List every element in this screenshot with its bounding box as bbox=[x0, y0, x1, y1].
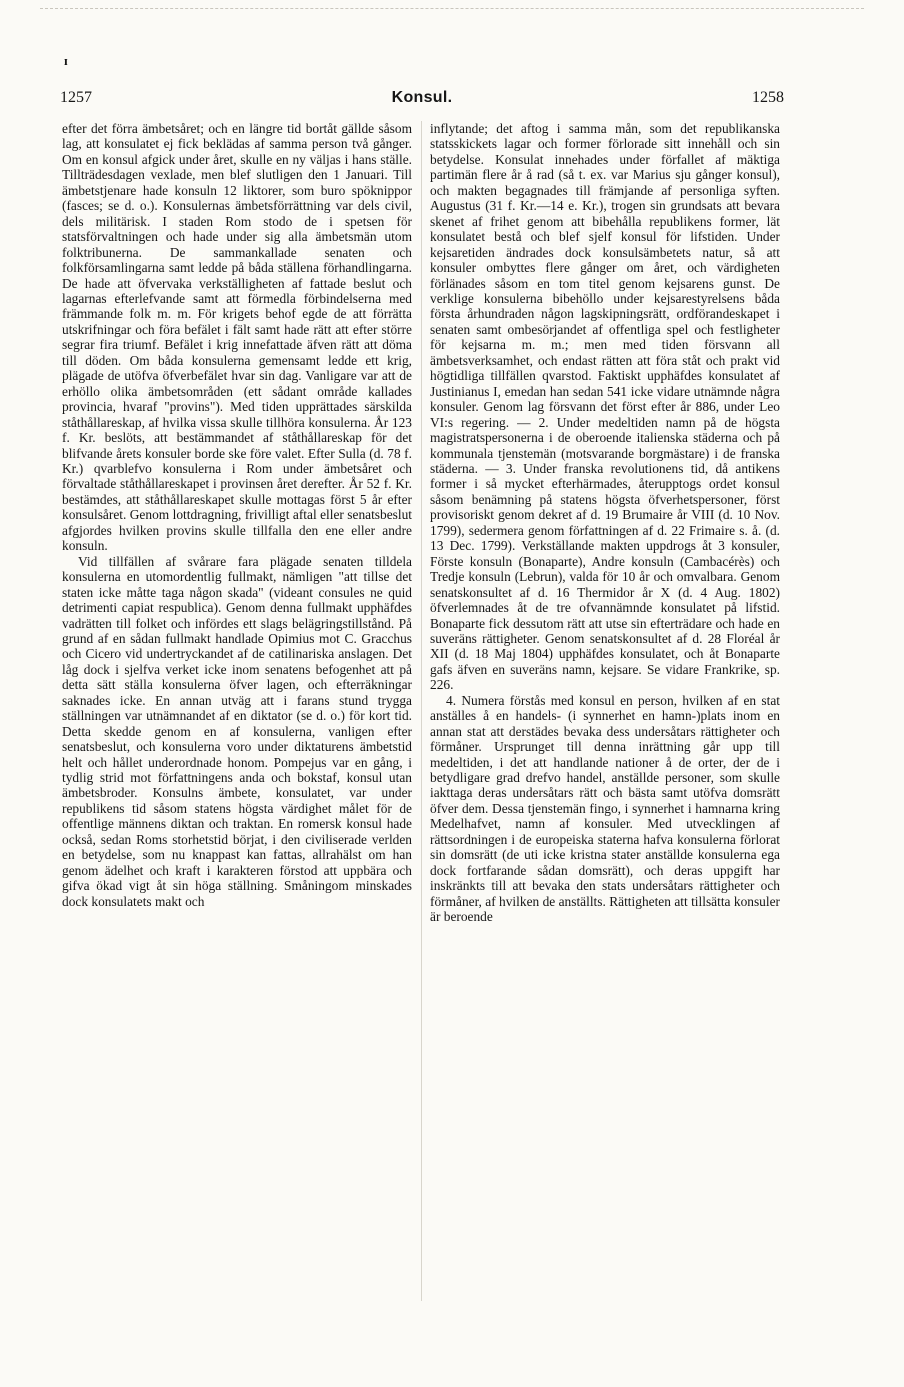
running-head-title: Konsul. bbox=[391, 89, 453, 106]
page-number-left: 1257 bbox=[60, 89, 92, 106]
left-text-column bbox=[62, 121, 412, 909]
right-text-column bbox=[430, 121, 780, 925]
right-paragraph-1: inflytande; det aftog i samma mån, som det republikanska statsskickets lagar och former förlorade sitt innehåll och sin betydelse. Konsulat innehades under förfallet af mäktiga partimän flere år å rad (så t. ex. var Marius sju gånger konsul), och makten begagnades till främjande af personliga syften. Augustus (31 f. Kr.—14 e. Kr.), trogen sin grundsats att bevara skenet af frihet genom att bibehålla republikens former, lät konsulatet bestå och blef sjelf konsul för lifstiden. Under kejsaretiden ändrades dock konsulsämbetets natur, så att konsuler ombyttes flere gånger om året, och värdigheten förlänades såsom en tom titel genom kejsarens gunst. De verklige konsulerna bibehöllo under kejsarestyrelsens båda första århundraden någon lagskipningsrätt, ordförandeskapet i senaten samt ombesörjandet af offentliga spel och festligheter för kejsarna m. m.; men med tiden försvann all ämbetsverksamhet, och endast rätten att föra ståt och prakt vid högtidliga tillfällen qvarstod. Faktiskt upphäfdes konsulatet af Justinianus I, emedan han sedan 541 icke vidare utnämnde några konsuler. Genom lag försvann det först efter år 886, under Leo VI:s regering. — 2. Under medeltiden namn på de högsta magistratspersonerna i de oberoende italienska städerna och på kommunala tjenstemän (motsvarande borgmästare) i de franska städerna. — 3. Under franska revolutionens tid, då antikens former i så mycket efterhärmades, återupptogs ordet konsul såsom benämning på statens högsta öfverhetspersoner, först provisoriskt genom dekret af d. 19 Brumaire år VIII (d. 10 Nov. 1799), sedermera genom författningen af d. 22 Frimaire s. å. (d. 13 Dec. 1799). Verkställande makten uppdrogs åt 3 konsuler, Förste konsuln (Bonaparte), Andre konsuln (Cambacérès) och Tredje konsuln (Lebrun), valda för 10 år och omvalbara. Genom senatskonsultet af d. 16 Thermidor år X (d. 4 Aug. 1802) öfverlemnades åt de tre ofvannämnde konsulatet på lifstid. Bonaparte fick dessutom rätt att utse sin efterträdare och hade en suveräns rättigheter. Genom senatskonsultet af d. 28 Floréal år XII (d. 18 Maj 1804) upphäfdes konsulatet, och åt Bonaparte gafs äfven en suveräns namn, kejsare. Se vidare Frankrike, sp. 226. bbox=[430, 121, 780, 693]
page-header bbox=[60, 88, 784, 110]
right-paragraph-2: 4. Numera förstås med konsul en person, hvilken af en stat anställes å en handels- (i synnerhet en hamn-)plats inom en annan stat att derstädes bevaka dess undersåtars rättigheter och förmåner. Ursprunget till denna inrättning går upp till medeltiden, i det att handlande nationer å de orter, der de i betydligare grad drefvo handel, anställde personer, som skulle iakttaga deras undersåtars rätt och bästa samt utöfva domsrätt öfver dem. Dessa tjenstemän fingo, i synnerhet i hamnarna kring Medelhafvet, namn af konsuler. Med utvecklingen af rättsordningen i de europeiska staterna hafva konsulerna förlorat sin domsrätt (de uti icke kristna stater anställde konsulerna ega dock fortfarande sådan domsrätt), och deras uppgift har inskränkts till att bevaka den stats undersåtars rättigheter och förmåner, af hvilken de anställts. Rättigheten att tillsätta konsuler är beroende bbox=[430, 692, 780, 925]
page-number-right: 1258 bbox=[752, 89, 784, 106]
stray-print-mark: ɪ bbox=[64, 53, 68, 68]
left-paragraph-1: efter det förra ämbetsåret; och en längre tid bortåt gällde såsom lag, att konsulatet ej fick beklädas af samma person två gånger. Om en konsul afgick under året, skulle en ny väljas i hans ställe. Tillträdesdagen vexlade, men blef slutligen den 1 Januari. Till ämbetstjenare hade konsuln 12 liktorer, som buro spöknippor (fasces; se d. o.). Konsulernas ämbetsförrättning var dels civil, dels militärisk. I staden Rom stodo de i spetsen för statsförvaltningen och hade under sig alla ämbetsmän utom folktribunerna. De sammankallade senaten och folkförsamlingarna samt ledde på båda ställena förhandlingarna. De hade att öfvervaka verkställigheten af fattade beslut och lagarnas efterlefvande samt att förmedla förbindelserna med främmande folk m. m. För krigets behof egde de att förrätta utskrifningar och föra befälet i fält samt hade rätt att efter större segrar fira triumf. Befälet i krig innefattade äfven rätt att döma till döden. Om båda konsulerna gemensamt ledde ett krig, plägade de utöfva öfverbefälet hvar sin dag. Vanligare var att de erhöllo olika ämbetsområden (ett sådant område kallades provincia, hvaraf "provins"). Med tiden upprättades särskilda ståthållareskap, af hvilka vissa skulle tillhöra konsulerna. År 123 f. Kr. beslöts, att bestämmandet af ståthållareskap för det blifvande årets konsuler borde ske före valet. Efter Sulla (d. 78 f. Kr.) qvarblefvo konsulerna i Rom under ämbetsåret och förvaltade ståthållareskapet i provinsen året derefter. År 52 f. Kr. bestämdes, att ståthållareskapet skulle mottagas först 5 år efter konsulsåret. Genom lottdragning, frivilligt aftal eller senatsbeslut afgjordes hvilken provins skulle tillfalla den ene eller andre konsuln. bbox=[62, 121, 412, 554]
column-divider bbox=[421, 121, 422, 1301]
top-edge-rule bbox=[40, 8, 864, 9]
left-paragraph-2: Vid tillfällen af svårare fara plägade senaten tilldela konsulerna en utomordentlig fullmakt, nämligen "att tillse det staten icke måtte taga någon skada" (videant consules ne quid detrimenti capiat respublica). Genom denna fullmakt upphäfdes vadrätten till folket och infördes ett slags belägringstillstånd. På grund af en sådan fullmakt handlade Opimius mot C. Gracchus och Cicero vid undertryckandet af de catilinariska anslagen. Det låg dock i sjelfva verket icke inom senatens befogenhet att på detta sätt ställa konsulerna öfver lagen, och efterräkningar saknades icke. En annan utväg att i farans stund trygga ställningen var utnämnandet af en diktator (se d. o.) för kort tid. Detta skedde genom en af konsulerna, vanligen efter senatsbeslut, och konsulerna voro under diktaturens ämbetstid helt och hållet underordnade honom. Pompejus var en gång, i tydlig strid mot författningens anda och bokstaf, konsul utan ämbetsbroder. Konsulns ämbete, konsulatet, var under republikens tid såsom statens högsta värdighet målet för de offentlige männens diktan och traktan. En romersk konsul hade också, sedan Roms storhetstid börjat, i den civiliserade verlden en betydelse, som nu knappast kan fattas, allrahälst om han genom ädelhet och kraft i karakteren förstod att uppbära och gifva ökad vigt åt sin höga ställning. Småningom minskades dock konsulatets makt och bbox=[62, 553, 412, 909]
